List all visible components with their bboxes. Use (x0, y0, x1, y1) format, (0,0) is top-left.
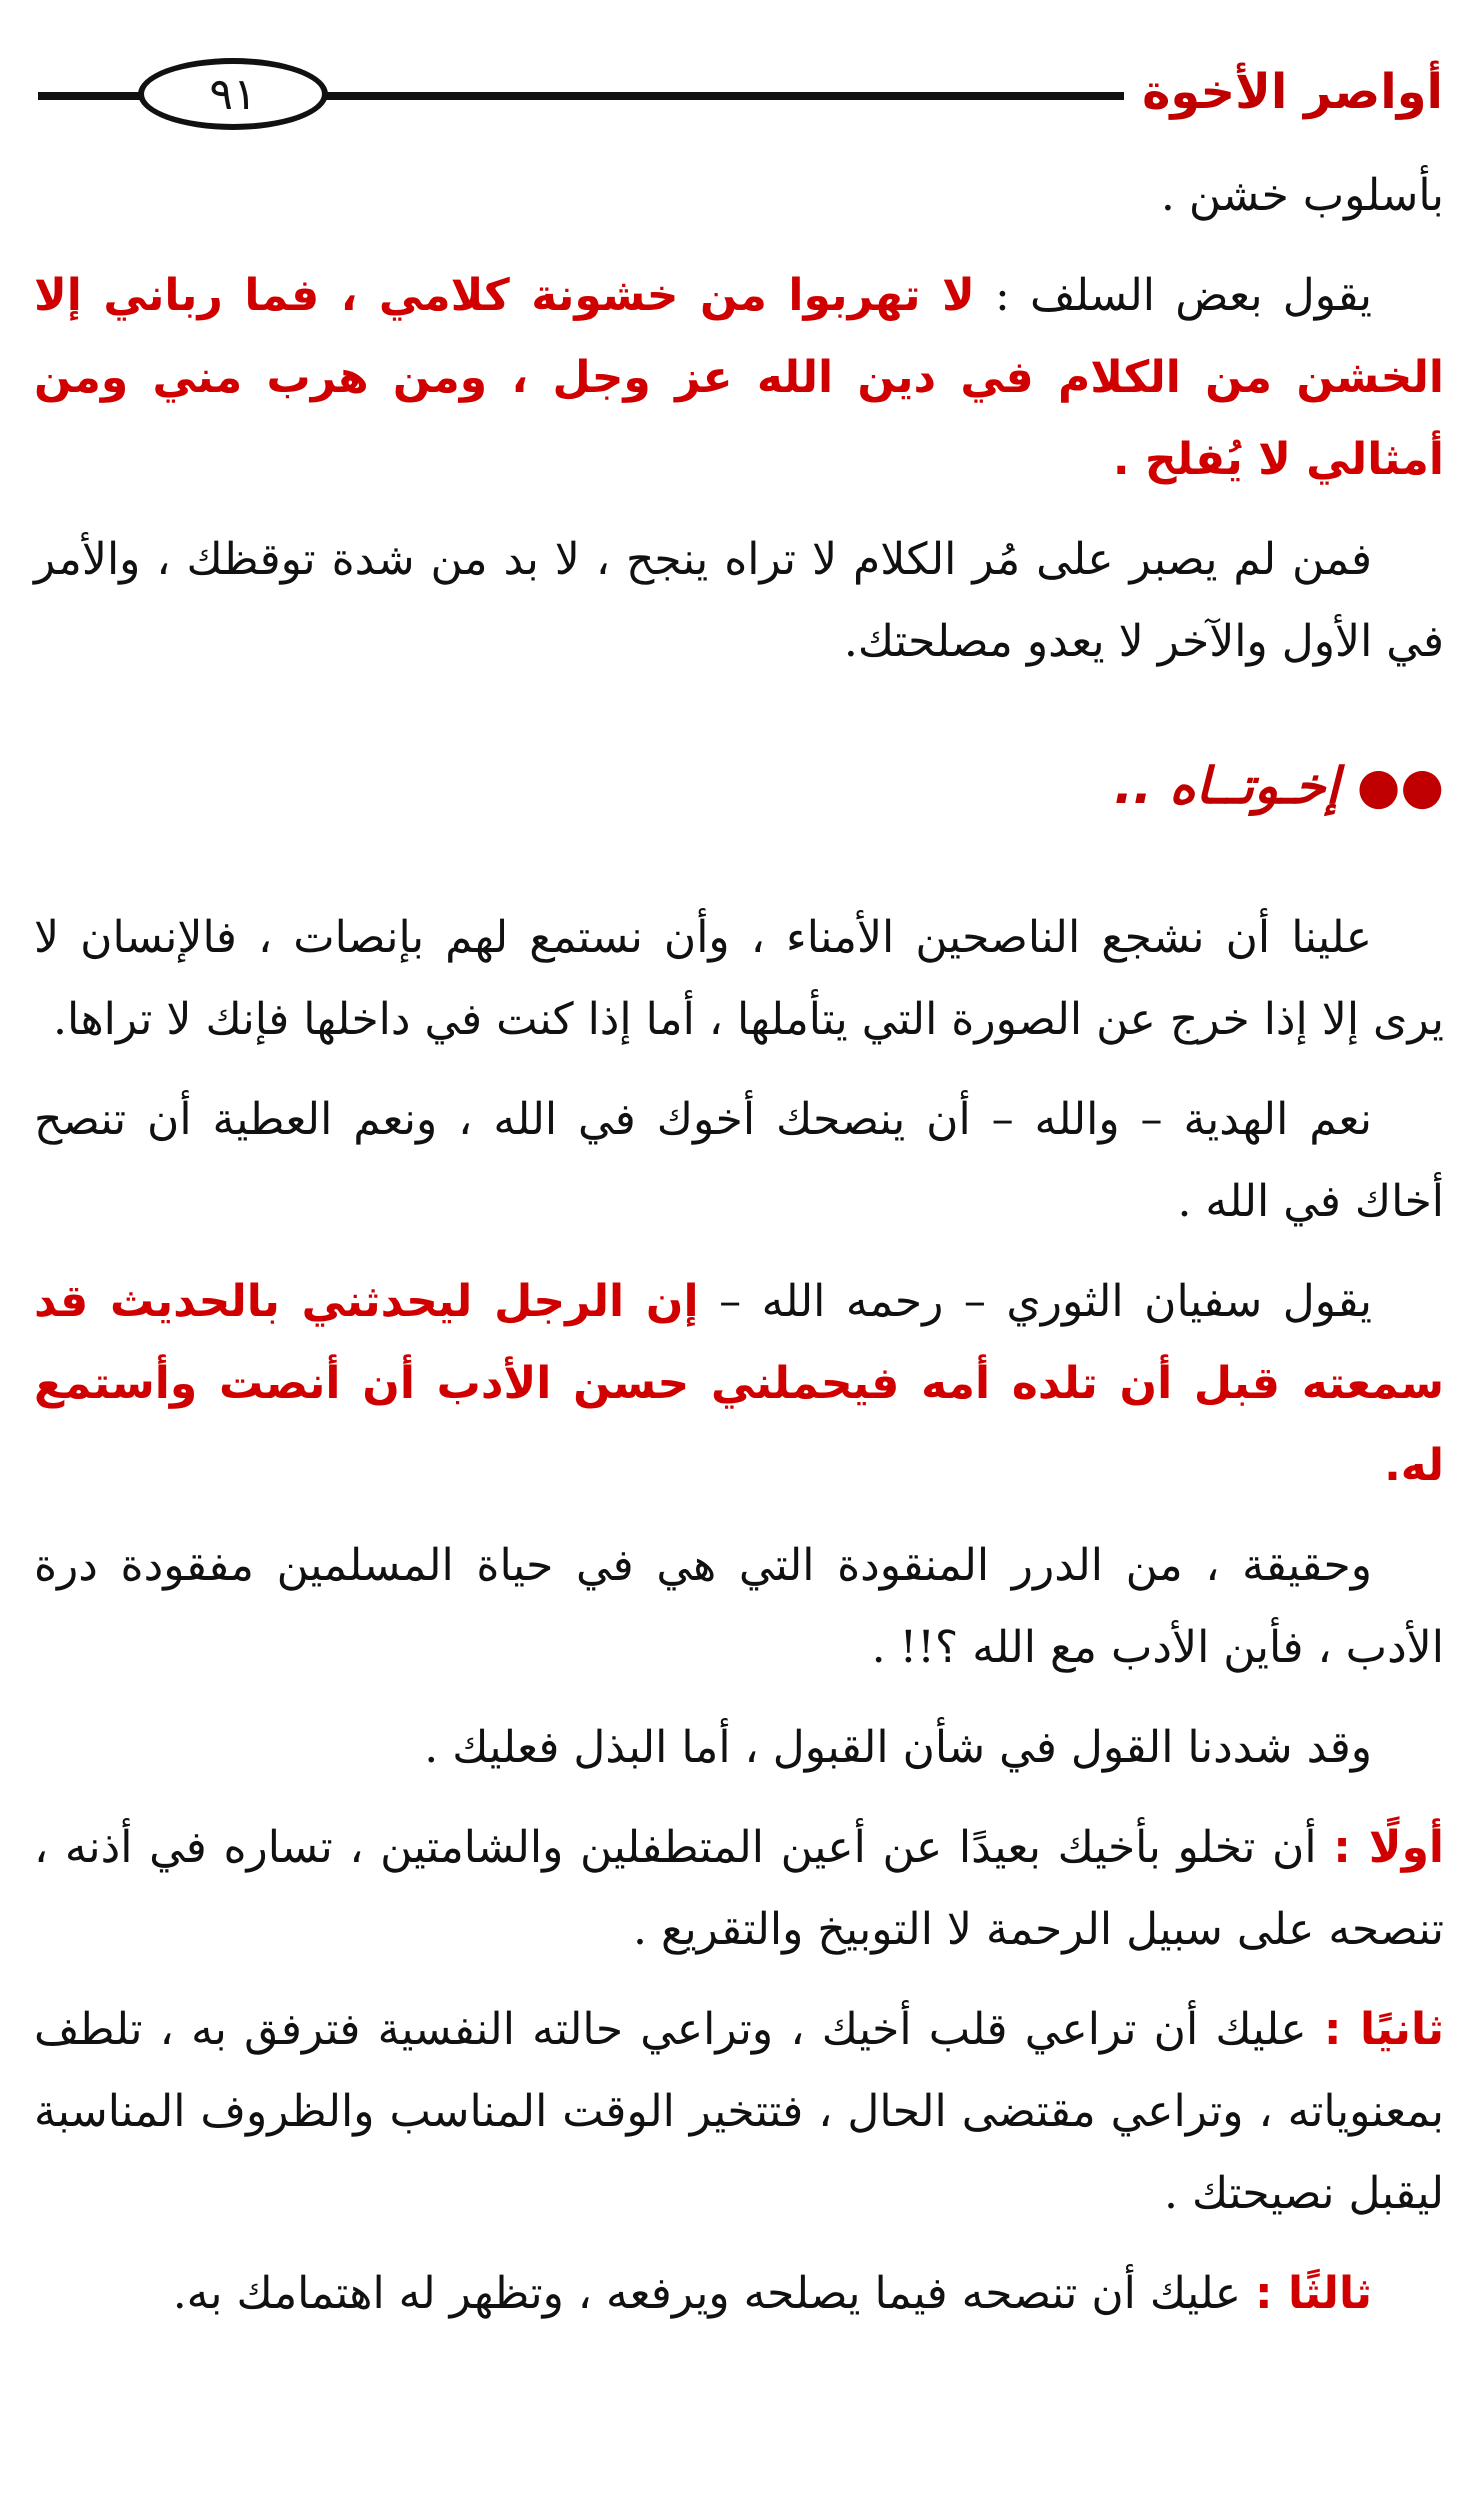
section-heading-text: إخـوتــاه .. (1113, 757, 1340, 815)
point-label: أولًا : (1333, 1822, 1444, 1873)
paragraph-text: نعم الهدية – والله – أن ينصحك أخوك في الله ، ونعم العطية أن تنصح أخاك في الله . (34, 1094, 1444, 1227)
paragraph (34, 1707, 1444, 1789)
section-heading (34, 745, 1444, 827)
point-text: عليك أن تنصحه فيما يصلحه ويرفعه ، وتظهر له اهتمامك به. (172, 2268, 1256, 2319)
numbered-point-second (34, 1989, 1444, 2235)
paragraph-text: بأسلوب خشن . (1160, 170, 1444, 221)
quote-intro: يقول بعض السلف : (974, 270, 1372, 321)
paragraph-text: فمن لم يصبر على مُر الكلام لا تراه ينجح ، لا بد من شدة توقظك ، والأمر في الأول والآخر لا يعدو مصلحتك. (34, 534, 1444, 667)
paragraph-continuation (34, 155, 1444, 237)
page-number: ٩١ (209, 68, 257, 120)
highlighted-quote: إن الرجل ليحدثني بالحديث قد سمعته قبل أن تلده أمه فيحملني حسن الأدب أن أنصت وأستمع له. (34, 1276, 1444, 1491)
point-label: ثالثًا : (1255, 2268, 1372, 2319)
paragraph-text: وقد شددنا القول في شأن القبول ، أما البذل فعليك . (424, 1722, 1372, 1773)
bullet-dots-icon: ●● (1356, 757, 1444, 815)
highlighted-quote: لا تهربوا من خشونة كلامي ، فما رباني إلا الخشن من الكلام في دين الله عز وجل ، ومن هرب مني ومن أمثالي لا يُفلح . (34, 270, 1444, 485)
quote-intro: يقول سفيان الثوري – رحمه الله – (698, 1276, 1372, 1327)
numbered-point-third (34, 2253, 1444, 2335)
paragraph (34, 1079, 1444, 1243)
paragraph (34, 519, 1444, 683)
page-number-oval (138, 58, 328, 130)
point-text: عليك أن تراعي قلب أخيك ، وتراعي حالته النفسية فترفق به ، تلطف بمعنوياته ، وتراعي مقتضى الحال ، فتتخير الوقت المناسب والظروف المناسبة ليقبل نصيحتك . (34, 2004, 1444, 2219)
paragraph (34, 897, 1444, 1061)
numbered-point-first (34, 1807, 1444, 1971)
point-text: أن تخلو بأخيك بعيدًا عن أعين المتطفلين والشامتين ، تساره في أذنه ، تنصحه على سبيل الرحمة لا التوبيخ والتقريع . (34, 1822, 1444, 1955)
point-label: ثانيًا : (1323, 2004, 1444, 2055)
paragraph-text: وحقيقة ، من الدرر المنقودة التي هي في حياة المسلمين مفقودة درة الأدب ، فأين الأدب مع الله ؟!! . (34, 1540, 1444, 1673)
paragraph-sufyan-quote (34, 1261, 1444, 1507)
paragraph-text: علينا أن نشجع الناصحين الأمناء ، وأن نستمع لهم بإنصات ، فالإنسان لا يرى إلا إذا خرج عن الصورة التي يتأملها ، أما إذا كنت في داخلها فإنك لا تراها. (34, 912, 1444, 1045)
running-title: أواصر الأخوة (1124, 52, 1443, 132)
page-body (34, 155, 1444, 2353)
paragraph (34, 1525, 1444, 1689)
page-header (38, 38, 1443, 148)
paragraph-salaf-quote (34, 255, 1444, 501)
